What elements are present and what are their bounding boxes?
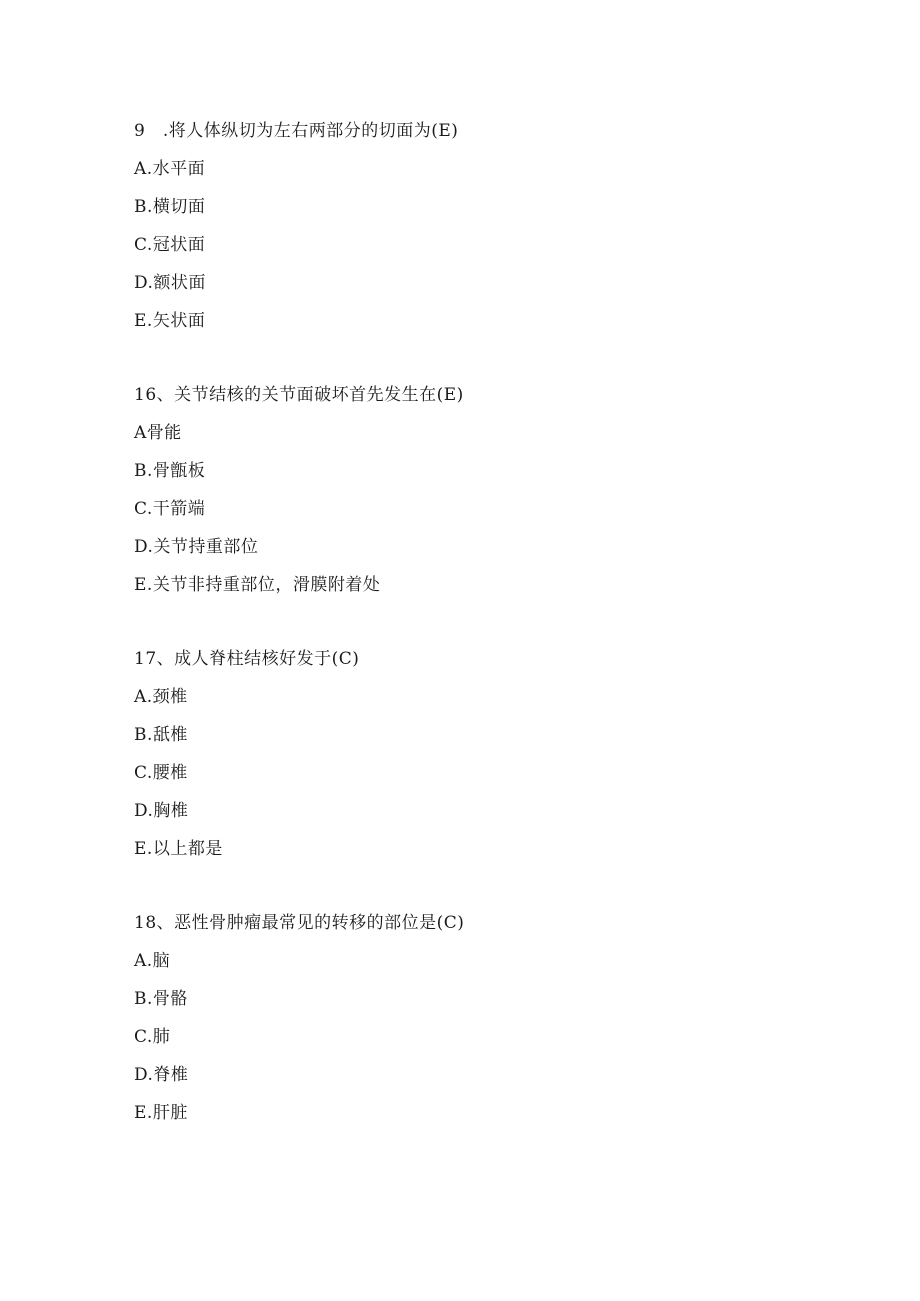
option-d: D.关节持重部位	[134, 537, 259, 557]
option-b: B.骨甑板	[134, 461, 206, 481]
option-d: D.额状面	[134, 273, 206, 293]
option-e: E.肝脏	[134, 1103, 188, 1123]
question-9	[134, 118, 834, 346]
option-b: B.骨骼	[134, 989, 188, 1009]
option-c: C.腰椎	[134, 763, 188, 783]
question-stem: 16、关节结核的关节面破坏首先发生在(E)	[134, 385, 464, 405]
option-e: E.关节非持重部位，滑膜附着处	[134, 575, 381, 595]
option-d: D.脊椎	[134, 1065, 189, 1085]
option-a: A.脑	[134, 951, 171, 971]
option-a: A.水平面	[134, 159, 206, 179]
question-18	[134, 910, 834, 1138]
option-b: B.舐椎	[134, 725, 188, 745]
option-e: E.矢状面	[134, 311, 206, 331]
question-stem: 17、成人脊柱结核好发于(C)	[134, 649, 360, 669]
option-d: D.胸椎	[134, 801, 189, 821]
option-c: C.干箭端	[134, 499, 206, 519]
option-a: A.颈椎	[134, 687, 188, 707]
question-stem: 9 .将人体纵切为左右两部分的切面为(E)	[134, 121, 459, 141]
option-c: C.肺	[134, 1027, 171, 1047]
question-stem: 18、恶性骨肿瘤最常见的转移的部位是(C)	[134, 913, 465, 933]
option-c: C.冠状面	[134, 235, 206, 255]
option-e: E.以上都是	[134, 839, 223, 859]
question-17	[134, 646, 834, 874]
option-b: B.横切面	[134, 197, 206, 217]
option-a: A骨能	[134, 423, 182, 443]
question-16	[134, 382, 834, 610]
